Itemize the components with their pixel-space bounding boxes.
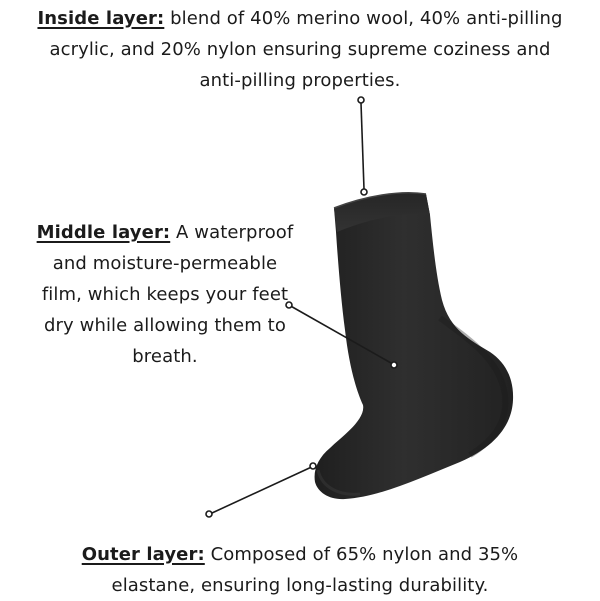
middle-layer-caption [30,217,300,372]
inside-layer-caption [30,3,570,96]
inside-layer-text: blend of 40% merino wool, 40% anti-pilling acrylic, and 20% nylon ensuring supreme coziness and anti-pilling properties. [49,8,563,91]
leader-line-outer [206,463,316,517]
middle-layer-text: A waterproof and moisture-permeable film, which keeps your feet dry while allowing them to breath. [41,222,294,367]
inside-layer-heading: Inside layer: [37,8,165,29]
sock-image [315,193,514,499]
leader-line-inside [358,97,367,195]
outer-layer-text: Composed of 65% nylon and 35% elastane, ensuring long-lasting durability. [111,544,519,596]
middle-layer-heading: Middle layer: [36,222,171,243]
sock-body [315,193,514,499]
outer-layer-heading: Outer layer: [81,544,205,565]
outer-layer-caption [40,539,560,601]
